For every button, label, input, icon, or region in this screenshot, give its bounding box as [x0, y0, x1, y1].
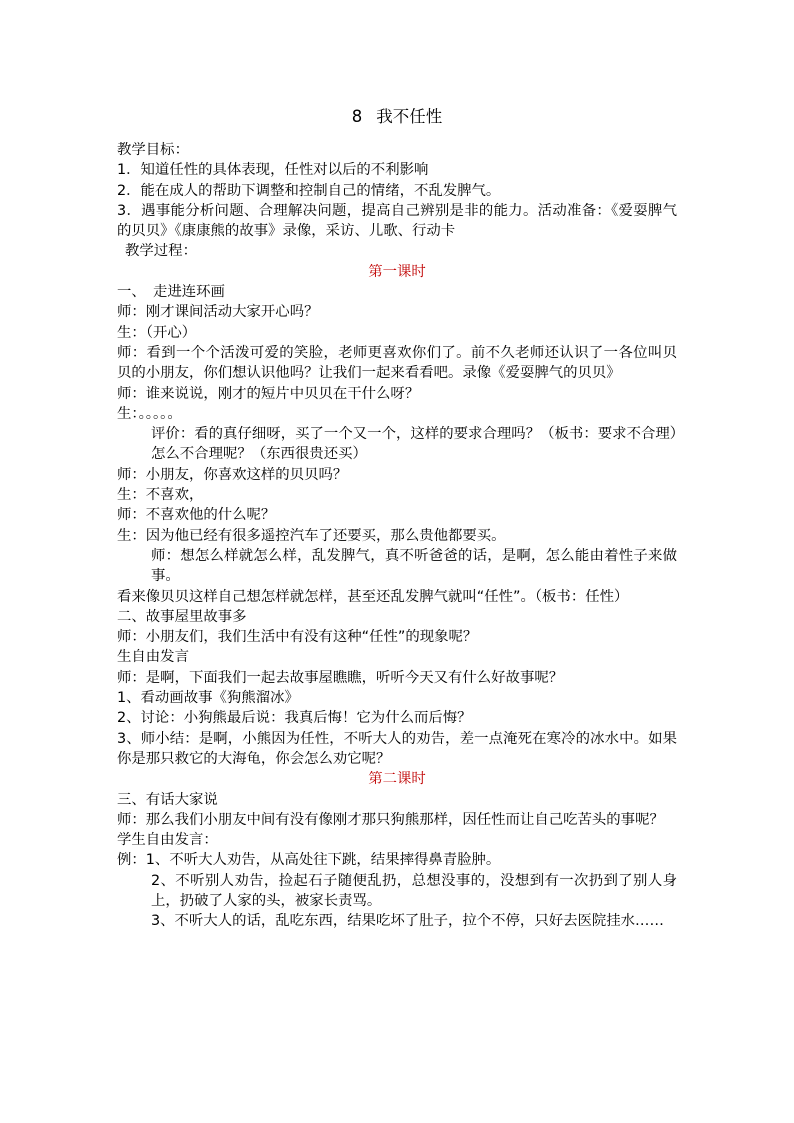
dialogue-line: 师：小朋友们，我们生活中有没有这种“任性”的现象呢？ [117, 629, 478, 646]
list-item: 1、看动画故事《狗熊溜冰》 [117, 690, 299, 707]
example-item-3: 3、不听大人的话，乱吃东西，结果吃坏了肚子，拉个不停，只好去医院挂水…… [151, 913, 664, 930]
dialogue-line: 师：小朋友，你喜欢这样的贝贝吗？ [117, 466, 348, 483]
part-heading-3: 三、有话大家说 [117, 791, 218, 808]
goal-item-2: 2．能在成人的帮助下调整和控制自己的情绪，不乱发脾气。 [117, 182, 501, 199]
goal-item-1: 1．知道任性的具体表现，任性对以后的不利影响 [117, 162, 429, 179]
evaluation-paragraph: 评价：看的真仔细呀，买了一个又一个，这样的要求合理吗？（板书：要求不合理）怎么不合理呢？（东西很贵还买） [151, 426, 677, 463]
lesson-heading-first: 第一课时 [368, 263, 426, 280]
example-item-2: 2、不听别人劝告，捡起石子随便乱扔，总想没事的，没想到有一次扔到了别人身上，扔破了人家的头，被家长责骂。 [151, 872, 677, 909]
list-item: 3、师小结：是啊，小熊因为任性，不听大人的劝告，差一点淹死在寒冷的冰水中。如果你是那只救它的大海龟，你会怎么劝它呢？ [117, 730, 677, 767]
list-item: 2、讨论：小狗熊最后说：我真后悔！它为什么而后悔？ [117, 710, 472, 727]
dialogue-line: 师：刚才课间活动大家开心吗？ [117, 304, 319, 321]
dialogue-line: 生：。。。。。 [117, 405, 182, 422]
teacher-paragraph: 师：想怎么样就怎么样，乱发脾气，真不听爸爸的话，是啊，怎么能由着性子来做事。 [151, 547, 677, 585]
dialogue-line: 生自由发言 [117, 649, 189, 666]
dialogue-paragraph: 师：看到一个个活泼可爱的笑脸，老师更喜欢你们了。前不久老师还认识了一各位叫贝贝的小朋友，你们想认识他吗？让我们一起来看看吧。录像《爱耍脾气的贝贝》 [117, 344, 677, 382]
dialogue-line: 看来像贝贝这样自己想怎样就怎样，甚至还乱发脾气就叫“任性”。（板书：任性） [117, 588, 629, 605]
dialogue-line: 生：因为他已经有很多遥控汽车了还要买，那么贵他都要买。 [117, 527, 506, 544]
goal-item-3: 3．遇事能分析问题、合理解决问题，提高自己辨别是非的能力。活动准备：《爱耍脾气的贝贝》《康康熊的故事》录像，采访、儿歌、行动卡 [117, 202, 677, 240]
dialogue-line: 师：谁来说说，刚才的短片中贝贝在干什么呀？ [117, 385, 420, 402]
document-title [117, 106, 677, 128]
document-body [117, 106, 677, 932]
lesson-heading-second: 第二课时 [368, 771, 426, 788]
dialogue-line: 师：不喜欢他的什么呢？ [117, 507, 276, 524]
section-label-process: 教学过程： [125, 243, 197, 260]
part-heading-1: 一、 走进连环画 [117, 284, 225, 301]
title-number: 8 [351, 107, 363, 126]
dialogue-line: 师：是啊，下面我们一起去故事屋瞧瞧，听听今天又有什么好故事呢？ [117, 669, 564, 686]
dialogue-line: 学生自由发言： [117, 832, 218, 849]
section-label-goals: 教学目标： [117, 142, 189, 158]
title-text: 我不任性 [376, 107, 443, 126]
example-item-1: 例：1、不听大人劝告，从高处往下跳，结果摔得鼻青脸肿。 [117, 852, 501, 869]
dialogue-line: 生：不喜欢， [117, 487, 204, 504]
part-heading-2: 二、故事屋里故事多 [117, 608, 247, 625]
dialogue-paragraph: 师：那么我们小朋友中间有没有像刚才那只狗熊那样，因任性而让自己吃苦头的事呢？ [117, 811, 664, 828]
dialogue-line: 生：（开心） [117, 324, 197, 341]
